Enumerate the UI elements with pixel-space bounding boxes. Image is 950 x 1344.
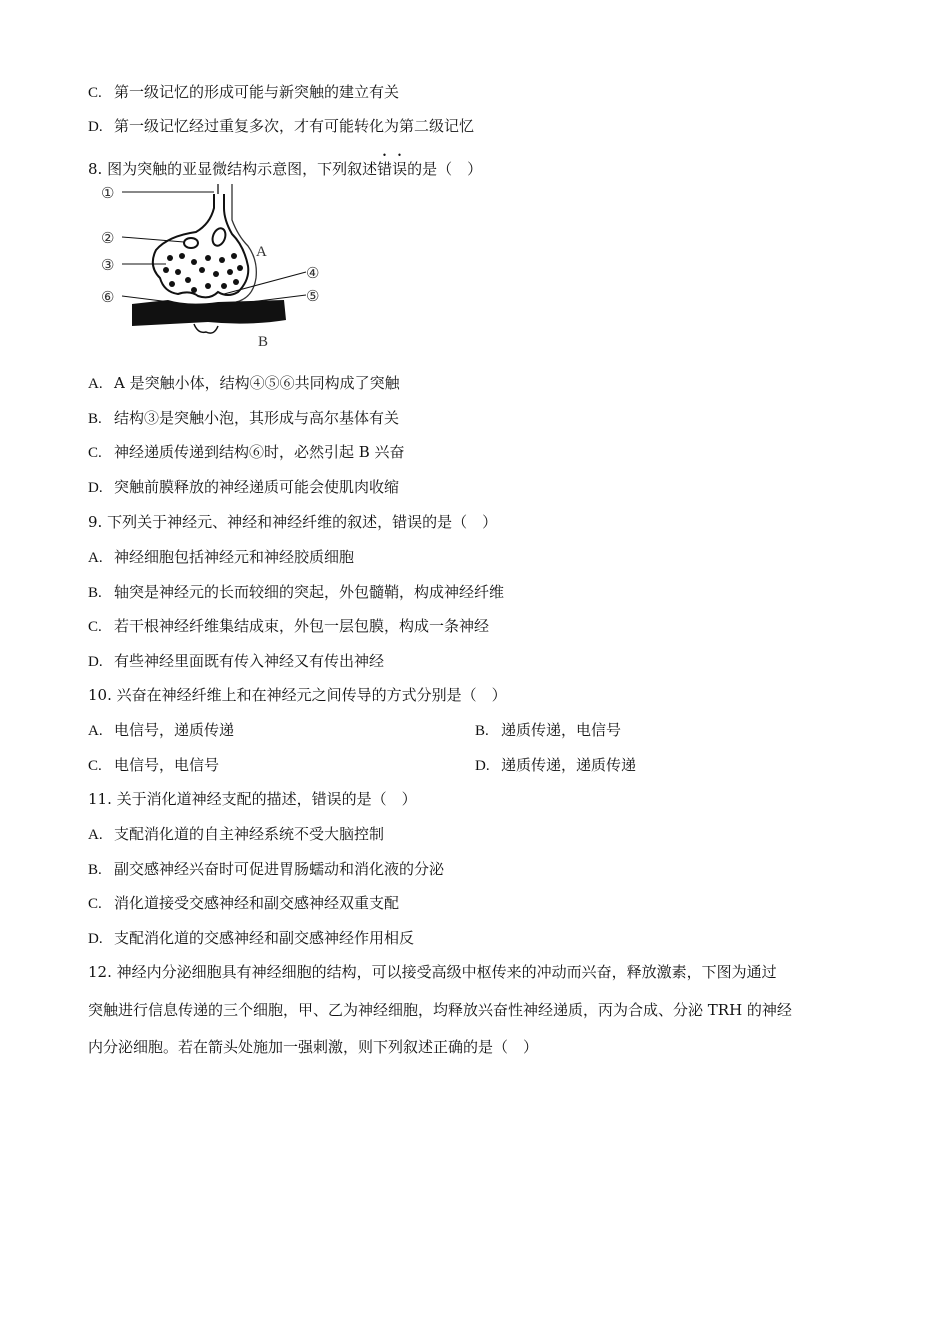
option-text: 若干根神经纤维集结成束，外包一层包膜，构成一条神经 bbox=[114, 617, 490, 635]
option-letter: D. bbox=[475, 758, 490, 774]
q7-option-c bbox=[88, 82, 399, 103]
q9-stem: 9. 下列关于神经元、神经和神经纤维的叙述，错误的是（ ） bbox=[88, 513, 498, 531]
q9-option-a bbox=[88, 547, 354, 568]
option-text: 支配消化道的交感神经和副交感神经作用相反 bbox=[114, 929, 415, 947]
option-text: 消化道接受交感神经和副交感神经双重支配 bbox=[114, 894, 400, 912]
option-letter: D. bbox=[88, 119, 103, 135]
label-1: ① bbox=[101, 184, 115, 202]
label-4: ④ bbox=[306, 264, 320, 282]
label-2: ② bbox=[101, 229, 115, 247]
q11-option-b bbox=[88, 859, 444, 880]
q8-stem-emphasis: 错误 bbox=[377, 160, 408, 178]
leader-line-6 bbox=[122, 296, 170, 302]
option-text: 突触前膜释放的神经递质可能会使肌肉收缩 bbox=[114, 478, 400, 496]
postsynaptic-fold bbox=[194, 324, 218, 333]
option-text: 轴突是神经元的长而较细的突起，外包髓鞘，构成神经纤维 bbox=[114, 583, 505, 601]
mitochondrion-left bbox=[184, 238, 198, 248]
option-text: 递质传递，电信号 bbox=[501, 721, 622, 739]
q10-option-c bbox=[88, 755, 219, 776]
option-text: 递质传递，递质传递 bbox=[501, 756, 637, 774]
option-letter: C. bbox=[88, 896, 102, 912]
option-letter: A. bbox=[88, 827, 103, 843]
label-6: ⑥ bbox=[101, 288, 115, 306]
label-5: ⑤ bbox=[306, 287, 320, 305]
q7-option-d bbox=[88, 116, 474, 137]
q9-option-b bbox=[88, 582, 504, 603]
q9-option-d bbox=[88, 651, 384, 672]
option-text: 神经细胞包括神经元和神经胶质细胞 bbox=[114, 548, 355, 566]
q8-stem bbox=[88, 151, 482, 179]
q11-option-c bbox=[88, 893, 399, 914]
q9-option-c bbox=[88, 616, 489, 637]
q11-option-d bbox=[88, 928, 414, 949]
q10-stem: 10. 兴奋在神经纤维上和在神经元之间传导的方式分别是（ ） bbox=[88, 686, 507, 704]
option-letter: D. bbox=[88, 654, 103, 670]
option-text: A 是突触小体，结构④⑤⑥共同构成了突触 bbox=[114, 374, 400, 392]
option-text: 有些神经里面既有传入神经又有传出神经 bbox=[114, 652, 385, 670]
option-letter: C. bbox=[88, 758, 102, 774]
label-a: A bbox=[256, 244, 267, 260]
q11-stem: 11. 关于消化道神经支配的描述，错误的是（ ） bbox=[88, 790, 417, 808]
q12-stem-line-3: 内分泌细胞。若在箭头处施加一强刺激，则下列叙述正确的是（ ） bbox=[88, 1038, 539, 1056]
option-text: 副交感神经兴奋时可促进胃肠蠕动和消化液的分泌 bbox=[114, 860, 445, 878]
option-text: 电信号，递质传递 bbox=[114, 721, 235, 739]
label-b: B bbox=[258, 334, 269, 350]
q12-stem-line-2: 突触进行信息传递的三个细胞，甲、乙为神经细胞，均释放兴奋性神经递质，丙为合成、分泌 TRH 的神经 bbox=[88, 1001, 792, 1019]
label-3: ③ bbox=[101, 256, 115, 274]
option-letter: A. bbox=[88, 723, 103, 739]
option-letter: D. bbox=[88, 931, 103, 947]
option-letter: A. bbox=[88, 376, 103, 392]
option-letter: C. bbox=[88, 85, 102, 101]
q10-option-d bbox=[475, 755, 636, 776]
q8-stem-pre: 8. 图为突触的亚显微结构示意图，下列叙述 bbox=[88, 160, 378, 178]
postsynaptic-cell-b bbox=[132, 300, 286, 326]
q8-option-a bbox=[88, 373, 400, 394]
q10-option-b bbox=[475, 720, 621, 741]
option-text: 结构③是突触小泡，其形成与高尔基体有关 bbox=[114, 409, 400, 427]
q12-stem-line-1: 12. 神经内分泌细胞具有神经细胞的结构，可以接受高级中枢传来的冲动而兴奋，释放激素，下图为通过 bbox=[88, 963, 777, 981]
option-letter: B. bbox=[88, 411, 102, 427]
q10-option-a bbox=[88, 720, 234, 741]
q8-option-b bbox=[88, 408, 399, 429]
option-letter: B. bbox=[88, 862, 102, 878]
option-letter: D. bbox=[88, 480, 103, 496]
option-text: 支配消化道的自主神经系统不受大脑控制 bbox=[114, 825, 385, 843]
option-text: 神经递质传递到结构⑥时，必然引起 B 兴奋 bbox=[114, 443, 405, 461]
q8-option-c bbox=[88, 442, 405, 463]
q8-stem-post: 的是（ ） bbox=[407, 160, 483, 178]
option-text: 第一级记忆的形成可能与新突触的建立有关 bbox=[114, 83, 400, 101]
q11-option-a bbox=[88, 824, 384, 845]
option-text: 电信号，电信号 bbox=[114, 756, 220, 774]
option-letter: B. bbox=[88, 585, 102, 601]
q8-option-d bbox=[88, 477, 399, 498]
synapse-diagram bbox=[98, 180, 338, 352]
option-text: 第一级记忆经过重复多次，才有可能转化为第二级记忆 bbox=[114, 117, 475, 135]
option-letter: B. bbox=[475, 723, 489, 739]
option-letter: C. bbox=[88, 619, 102, 635]
option-letter: A. bbox=[88, 550, 103, 566]
option-letter: C. bbox=[88, 445, 102, 461]
